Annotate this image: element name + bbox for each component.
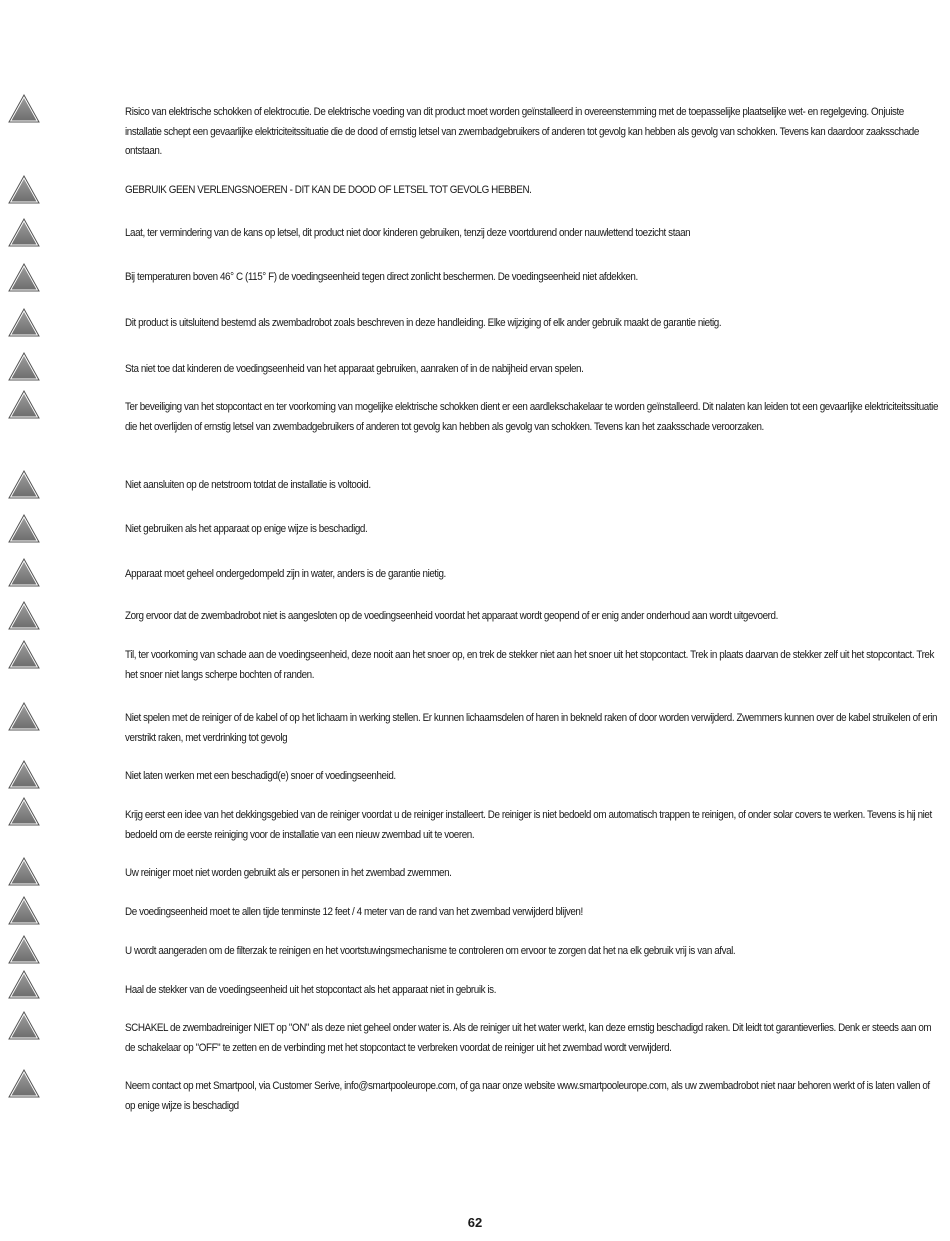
- warning-triangle-icon: [8, 601, 40, 630]
- warning-triangle-icon: [8, 390, 40, 419]
- warning-text-8: Niet aansluiten op de netstroom totdat de installatie is voltooid.: [125, 479, 371, 491]
- warning-triangle-icon: [8, 1011, 40, 1040]
- warning-triangle-icon: [8, 308, 40, 337]
- warning-triangle-icon: [8, 94, 40, 123]
- warning-triangle-icon: [8, 970, 40, 999]
- warning-text-10: Apparaat moet geheel ondergedompeld zijn in water, anders is de garantie nietig.: [125, 568, 446, 580]
- warning-text-5: Dit product is uitsluitend bestemd als zwembadrobot zoals beschreven in deze handleiding. Elke wijziging of elk ander gebruik maakt de garantie nietig.: [125, 317, 722, 329]
- warning-text-3: Laat, ter vermindering van de kans op letsel, dit product niet door kinderen gebruiken, tenzij deze voortdurend onder nauwlettend toezicht staan: [125, 227, 691, 239]
- warning-triangle-icon: [8, 470, 40, 499]
- warning-triangle-icon: [8, 896, 40, 925]
- warning-text-1: Risico van elektrische schokken of elektrocutie. De elektrische voeding van dit product moet worden geïnstalleerd in overeenstemming met de toepasselijke plaatselijke wet- en regelgeving. Onjuiste installatie schept een gevaarlijke elektriciteitssituatie die de dood of ernstig letsel van zwembadgebruikers of anderen tot gevolg kan hebben als gevolg van schokken. Tevens kan daardoor zaaksschade ontstaan.: [125, 106, 919, 157]
- warning-text-12: Til, ter voorkoming van schade aan de voedingseenheid, deze nooit aan het snoer op, en trek de stekker niet aan het snoer uit het stopcontact. Trek in plaats daarvan de stekker zelf uit het stopcontact. Trek het snoer niet langs scherpe bochten of randen.: [125, 649, 934, 681]
- warning-triangle-icon: [8, 797, 40, 826]
- warning-text-19: Haal de stekker van de voedingseenheid uit het stopcontact als het apparaat niet in gebruik is.: [125, 984, 497, 996]
- warning-text-15: Krijg eerst een idee van het dekkingsgebied van de reiniger voordat u de reiniger installeert. De reiniger is niet bedoeld om automatisch trappen te reinigen, of onder solar covers te werken. Tevens is hij niet bedoeld om de eerste reiniging voor de installatie van een nieuw zwembad uit te voeren.: [125, 809, 932, 841]
- warning-text-4: Bij temperaturen boven 46° C (115° F) de voedingseenheid tegen direct zonlicht beschermen. De voedingseenheid niet afdekken.: [125, 271, 638, 283]
- warning-text-9: Niet gebruiken als het apparaat op enige wijze is beschadigd.: [125, 523, 368, 535]
- warning-text-18: U wordt aangeraden om de filterzak te reinigen en het voortstuwingsmechanisme te controleren om ervoor te zorgen dat het na elk gebruik vrij is van afval.: [125, 945, 736, 957]
- warning-text-6: Sta niet toe dat kinderen de voedingseenheid van het apparaat gebruiken, aanraken of in de nabijheid ervan spelen.: [125, 363, 584, 375]
- warning-text-17: De voedingseenheid moet te allen tijde tenminste 12 feet / 4 meter van de rand van het zwembad verwijderd blijven!: [125, 906, 583, 918]
- warning-triangle-icon: [8, 640, 40, 669]
- warning-text-2: GEBRUIK GEEN VERLENGSNOEREN - DIT KAN DE DOOD OF LETSEL TOT GEVOLG HEBBEN.: [125, 184, 532, 196]
- warning-triangle-icon: [8, 175, 40, 204]
- warning-text-20: SCHAKEL de zwembadreiniger NIET op "ON" als deze niet geheel onder water is. Als de reiniger uit het water werkt, kan deze ernstig beschadigd raken. Dit leidt tot garantieverlies. Denk er steeds aan om de schakelaar op "OFF" te zetten en de verbinding met het stopcontact te verbreken voordat de reiniger uit het zwembad wordt verwijderd.: [125, 1022, 932, 1054]
- warning-text-11: Zorg ervoor dat de zwembadrobot niet is aangesloten op de voedingseenheid voordat het apparaat wordt geopend of er enig ander onderhoud aan wordt uitgevoerd.: [125, 610, 778, 622]
- warning-triangle-icon: [8, 352, 40, 381]
- warning-text-14: Niet laten werken met een beschadigd(e) snoer of voedingseenheid.: [125, 770, 396, 782]
- warning-triangle-icon: [8, 935, 40, 964]
- warning-text-21: Neem contact op met Smartpool, via Customer Serive, info@smartpooleurope.com, of ga naar onze website www.smartpooleurope.com, als uw zwembadrobot niet naar behoren werkt of is laten vallen of op enige wijze is beschadigd: [125, 1080, 930, 1112]
- warning-text-13: Niet spelen met de reiniger of de kabel of op het lichaam in werking stellen. Er kunnen lichaamsdelen of haren in bekneld raken of door worden verwijderd. Zwemmers kunnen over de kabel struikelen of erin verstrikt raken, met verdrinking tot gevolg: [125, 712, 938, 744]
- warning-text-16: Uw reiniger moet niet worden gebruikt als er personen in het zwembad zwemmen.: [125, 867, 452, 879]
- warning-triangle-icon: [8, 218, 40, 247]
- warning-triangle-icon: [8, 263, 40, 292]
- warning-triangle-icon: [8, 857, 40, 886]
- warning-triangle-icon: [8, 514, 40, 543]
- warning-triangle-icon: [8, 702, 40, 731]
- warning-triangle-icon: [8, 1069, 40, 1098]
- warning-text-7: Ter beveiliging van het stopcontact en ter voorkoming van mogelijke elektrische schokken dient er een aardlekschakelaar te worden geïnstalleerd. Dit nalaten kan leiden tot een gevaarlijke elektriciteitssituatie die het overlijden of ernstig letsel van zwembadgebruikers of anderen tot gevolg kan hebben als gevolg van schokken. Tevens kan het zaaksschade veroorzaken.: [125, 401, 939, 433]
- warning-triangle-icon: [8, 558, 40, 587]
- page-number: 62: [467, 1215, 483, 1230]
- warning-triangle-icon: [8, 760, 40, 789]
